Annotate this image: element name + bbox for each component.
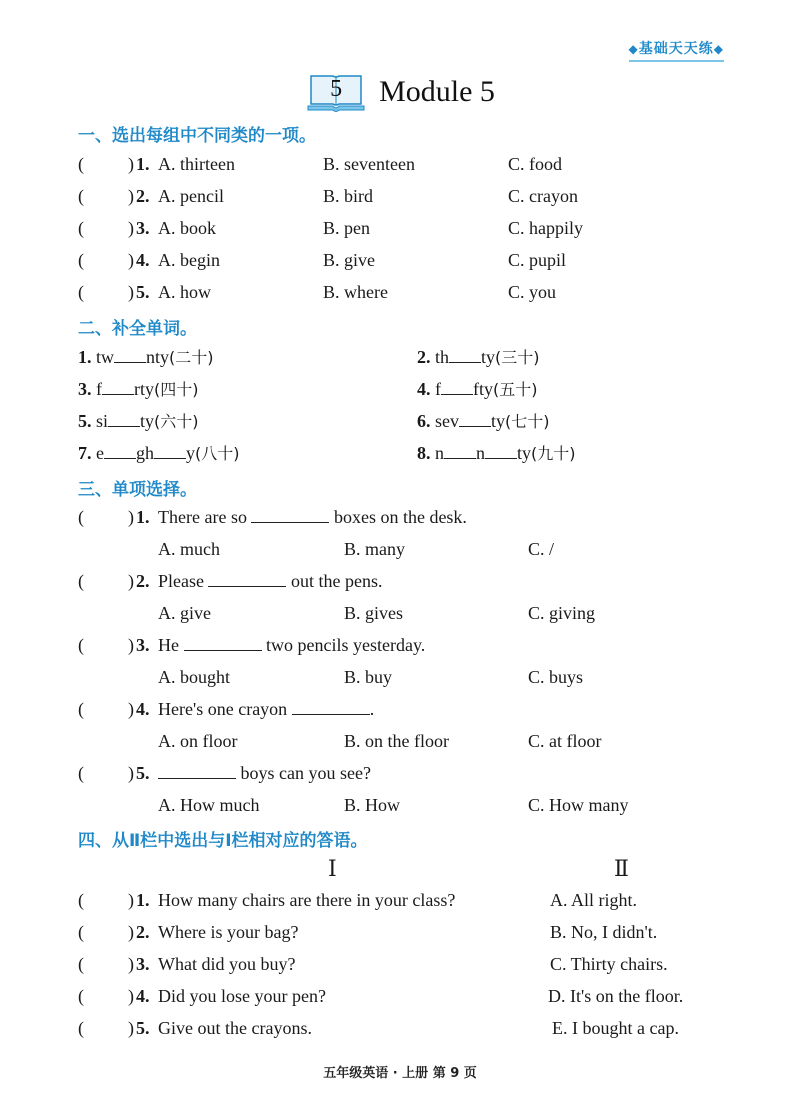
section-heading-1: 一、选出每组中不同类的一项。	[78, 126, 316, 146]
options-row	[78, 664, 738, 690]
question-number: 4.	[417, 379, 431, 399]
chinese-hint: (七十)	[505, 412, 550, 431]
paren-open: (	[78, 218, 84, 238]
stem-text: boys can you see?	[240, 763, 371, 783]
chinese-hint: (四十)	[154, 380, 199, 399]
question-number: 5.	[136, 282, 150, 302]
matching-row	[78, 951, 738, 977]
option-b: B. How	[344, 795, 401, 815]
options-row	[78, 792, 738, 818]
paren-open: (	[78, 763, 84, 783]
option-a: A. on floor	[158, 731, 238, 751]
word-fill	[417, 344, 540, 371]
question-number: 4.	[136, 250, 150, 270]
section-heading-3: 三、单项选择。	[78, 480, 197, 500]
word-part: gh	[136, 443, 154, 463]
question-number: 1.	[136, 507, 150, 527]
chinese-hint: (九十)	[531, 444, 576, 463]
word-part: ty	[491, 411, 506, 431]
page-title: Module 5	[379, 75, 495, 108]
chinese-hint: (五十)	[493, 380, 538, 399]
stem-text: .	[369, 699, 375, 719]
option-a: A. how	[158, 282, 211, 302]
option-c: C. food	[508, 154, 562, 174]
option-c: C. you	[508, 282, 557, 302]
word-part: f	[96, 379, 102, 399]
option-a: A. How much	[158, 795, 260, 815]
question-number: 5.	[136, 1018, 150, 1038]
section-heading-2: 二、补全单词。	[78, 319, 197, 339]
option-a: A. bought	[158, 667, 230, 687]
answer-blank[interactable]	[292, 696, 370, 715]
answer-blank[interactable]	[158, 760, 236, 779]
paren-open: (	[78, 954, 84, 974]
question-text: How many chairs are there in your class?	[158, 890, 456, 910]
answer-paren-blank[interactable]	[92, 1015, 132, 1039]
matching-row	[78, 1015, 738, 1041]
word-part: si	[96, 411, 109, 431]
chinese-hint: (三十)	[495, 348, 540, 367]
option-b: B. gives	[344, 603, 404, 623]
answer-paren-blank[interactable]	[92, 696, 132, 720]
stem-text: There are so	[158, 507, 247, 527]
paren-close: )	[128, 763, 134, 783]
answer-blank[interactable]	[444, 440, 476, 459]
word-part: n	[476, 443, 485, 463]
option-a: A. book	[158, 218, 216, 238]
question-text: What did you buy?	[158, 954, 296, 974]
answer-blank[interactable]	[459, 408, 491, 427]
word-part: sev	[435, 411, 459, 431]
option-c: C. giving	[528, 603, 596, 623]
word-fill	[417, 440, 576, 467]
paren-close: )	[128, 954, 134, 974]
option-b: B. give	[323, 250, 375, 270]
paren-close: )	[128, 1018, 134, 1038]
answer-blank[interactable]	[251, 504, 329, 523]
option-c: C. /	[528, 539, 555, 559]
stem-text: out the pens.	[290, 571, 383, 591]
paren-close: )	[128, 922, 134, 942]
option-c: C. happily	[508, 218, 583, 238]
option-a: A. thirteen	[158, 154, 235, 174]
word-item	[78, 344, 738, 370]
question-number: 5.	[78, 411, 92, 431]
chinese-hint: (六十)	[154, 412, 199, 431]
answer-paren-blank[interactable]	[92, 215, 132, 239]
option-b: B. where	[323, 282, 388, 302]
paren-close: )	[128, 571, 134, 591]
answer-paren-blank[interactable]	[92, 760, 132, 784]
stem-text: Please	[158, 571, 204, 591]
answer-blank[interactable]	[441, 376, 473, 395]
question-text: Where is your bag?	[158, 922, 299, 942]
word-part: ty	[517, 443, 532, 463]
question-stem	[158, 696, 374, 722]
option-a: A. much	[158, 539, 220, 559]
answer-paren-blank[interactable]	[92, 568, 132, 592]
option-c: C. How many	[528, 795, 629, 815]
option-b: B. bird	[323, 186, 374, 206]
paren-close: )	[128, 250, 134, 270]
question-text: Did you lose your pen?	[158, 986, 326, 1006]
stem-text: two pencils yesterday.	[266, 635, 426, 655]
word-part: th	[435, 347, 450, 367]
diamond-icon: ◆	[628, 42, 639, 56]
question-number: 2.	[136, 922, 150, 942]
question-row	[78, 568, 738, 594]
answer-blank[interactable]	[208, 568, 286, 587]
question-number: 6.	[417, 411, 431, 431]
question-number: 4.	[136, 699, 150, 719]
option-b: B. buy	[344, 667, 393, 687]
word-part: f	[435, 379, 441, 399]
question-number: 2.	[136, 186, 150, 206]
stem-text: He	[158, 635, 179, 655]
section-heading-4: 四、从Ⅱ栏中选出与Ⅰ栏相对应的答语。	[78, 831, 368, 851]
word-part: tw	[96, 347, 114, 367]
paren-close: )	[128, 186, 134, 206]
answer-paren-blank[interactable]	[92, 919, 132, 943]
option-c: C. buys	[528, 667, 584, 687]
word-fill	[417, 376, 538, 403]
question-number: 1.	[136, 154, 150, 174]
word-part: ty	[140, 411, 155, 431]
answer-option: E. I bought a cap.	[552, 1018, 679, 1038]
question-number: 3.	[136, 954, 150, 974]
question-row	[78, 696, 738, 722]
answer-option: B. No, I didn't.	[550, 922, 658, 942]
word-part: ty	[481, 347, 496, 367]
module-title	[0, 70, 800, 114]
answer-blank[interactable]	[485, 440, 517, 459]
option-b: B. many	[344, 539, 405, 559]
option-b: B. seventeen	[323, 154, 415, 174]
answer-paren-blank[interactable]	[92, 983, 132, 1007]
paren-close: )	[128, 635, 134, 655]
paren-open: (	[78, 507, 84, 527]
answer-paren-blank[interactable]	[92, 951, 132, 975]
option-b: B. on the floor	[344, 731, 449, 751]
word-item	[78, 408, 738, 434]
question-row	[78, 632, 738, 658]
question-row	[78, 504, 738, 530]
header-badge	[629, 38, 724, 62]
word-part: e	[96, 443, 104, 463]
stem-text: Here's one crayon	[158, 699, 288, 719]
answer-paren-blank[interactable]	[92, 632, 132, 656]
option-a: A. give	[158, 603, 211, 623]
paren-open: (	[78, 186, 84, 206]
paren-close: )	[128, 699, 134, 719]
paren-open: (	[78, 986, 84, 1006]
question-row	[78, 215, 738, 241]
options-row	[78, 536, 738, 562]
question-number: 2.	[417, 347, 431, 367]
question-row	[78, 279, 738, 305]
book-icon	[305, 70, 367, 114]
paren-open: (	[78, 250, 84, 270]
badge-label: 基础天天练	[638, 41, 714, 57]
options-row	[78, 728, 738, 754]
paren-open: (	[78, 922, 84, 942]
question-stem	[158, 504, 467, 530]
column-1-label: Ⅰ	[328, 856, 337, 881]
question-number: 3.	[78, 379, 92, 399]
column-2-label: Ⅱ	[614, 856, 629, 881]
paren-open: (	[78, 154, 84, 174]
answer-blank[interactable]	[184, 632, 262, 651]
module-number: 5	[330, 76, 343, 102]
answer-option: A. All right.	[550, 890, 638, 910]
page-footer: 五年级英语 · 上册 第 9 页	[323, 1066, 477, 1081]
paren-close: )	[128, 282, 134, 302]
paren-close: )	[128, 154, 134, 174]
answer-paren-blank[interactable]	[92, 279, 132, 303]
question-row	[78, 183, 738, 209]
word-part: rty	[134, 379, 154, 399]
question-text: Give out the crayons.	[158, 1018, 312, 1038]
question-stem	[158, 632, 425, 658]
matching-row	[78, 919, 738, 945]
answer-paren-blank[interactable]	[92, 887, 132, 911]
option-a: A. begin	[158, 250, 220, 270]
option-b: B. pen	[323, 218, 370, 238]
paren-open: (	[78, 1018, 84, 1038]
question-number: 7.	[78, 443, 92, 463]
paren-close: )	[128, 986, 134, 1006]
word-part: y	[186, 443, 195, 463]
options-row	[78, 600, 738, 626]
option-c: C. at floor	[528, 731, 602, 751]
question-stem	[158, 568, 382, 594]
answer-paren-blank[interactable]	[92, 183, 132, 207]
question-number: 2.	[136, 571, 150, 591]
matching-row	[78, 887, 738, 913]
word-part: nty	[146, 347, 170, 367]
answer-option: C. Thirty chairs.	[550, 954, 668, 974]
chinese-hint: (八十)	[195, 444, 240, 463]
option-c: C. pupil	[508, 250, 567, 270]
question-stem	[158, 760, 371, 786]
question-number: 3.	[136, 218, 150, 238]
question-number: 3.	[136, 635, 150, 655]
option-c: C. crayon	[508, 186, 578, 206]
answer-paren-blank[interactable]	[92, 247, 132, 271]
answer-blank[interactable]	[449, 344, 481, 363]
word-part: n	[435, 443, 444, 463]
word-item	[78, 376, 738, 402]
paren-close: )	[128, 890, 134, 910]
word-part: fty	[473, 379, 493, 399]
option-a: A. pencil	[158, 186, 224, 206]
question-number: 5.	[136, 763, 150, 783]
answer-paren-blank[interactable]	[92, 151, 132, 175]
question-number: 1.	[78, 347, 92, 367]
question-row	[78, 760, 738, 786]
stem-text: boxes on the desk.	[333, 507, 467, 527]
diamond-icon: ◆	[713, 42, 724, 56]
paren-open: (	[78, 571, 84, 591]
question-row	[78, 151, 738, 177]
paren-open: (	[78, 282, 84, 302]
paren-open: (	[78, 890, 84, 910]
question-row	[78, 247, 738, 273]
word-item	[78, 440, 738, 466]
paren-open: (	[78, 635, 84, 655]
paren-close: )	[128, 507, 134, 527]
paren-close: )	[128, 218, 134, 238]
chinese-hint: (二十)	[169, 348, 214, 367]
word-fill	[417, 408, 550, 435]
question-number: 4.	[136, 986, 150, 1006]
answer-option: D. It's on the floor.	[548, 986, 684, 1006]
question-number: 1.	[136, 890, 150, 910]
answer-paren-blank[interactable]	[92, 504, 132, 528]
matching-row	[78, 983, 738, 1009]
question-number: 8.	[417, 443, 431, 463]
paren-open: (	[78, 699, 84, 719]
